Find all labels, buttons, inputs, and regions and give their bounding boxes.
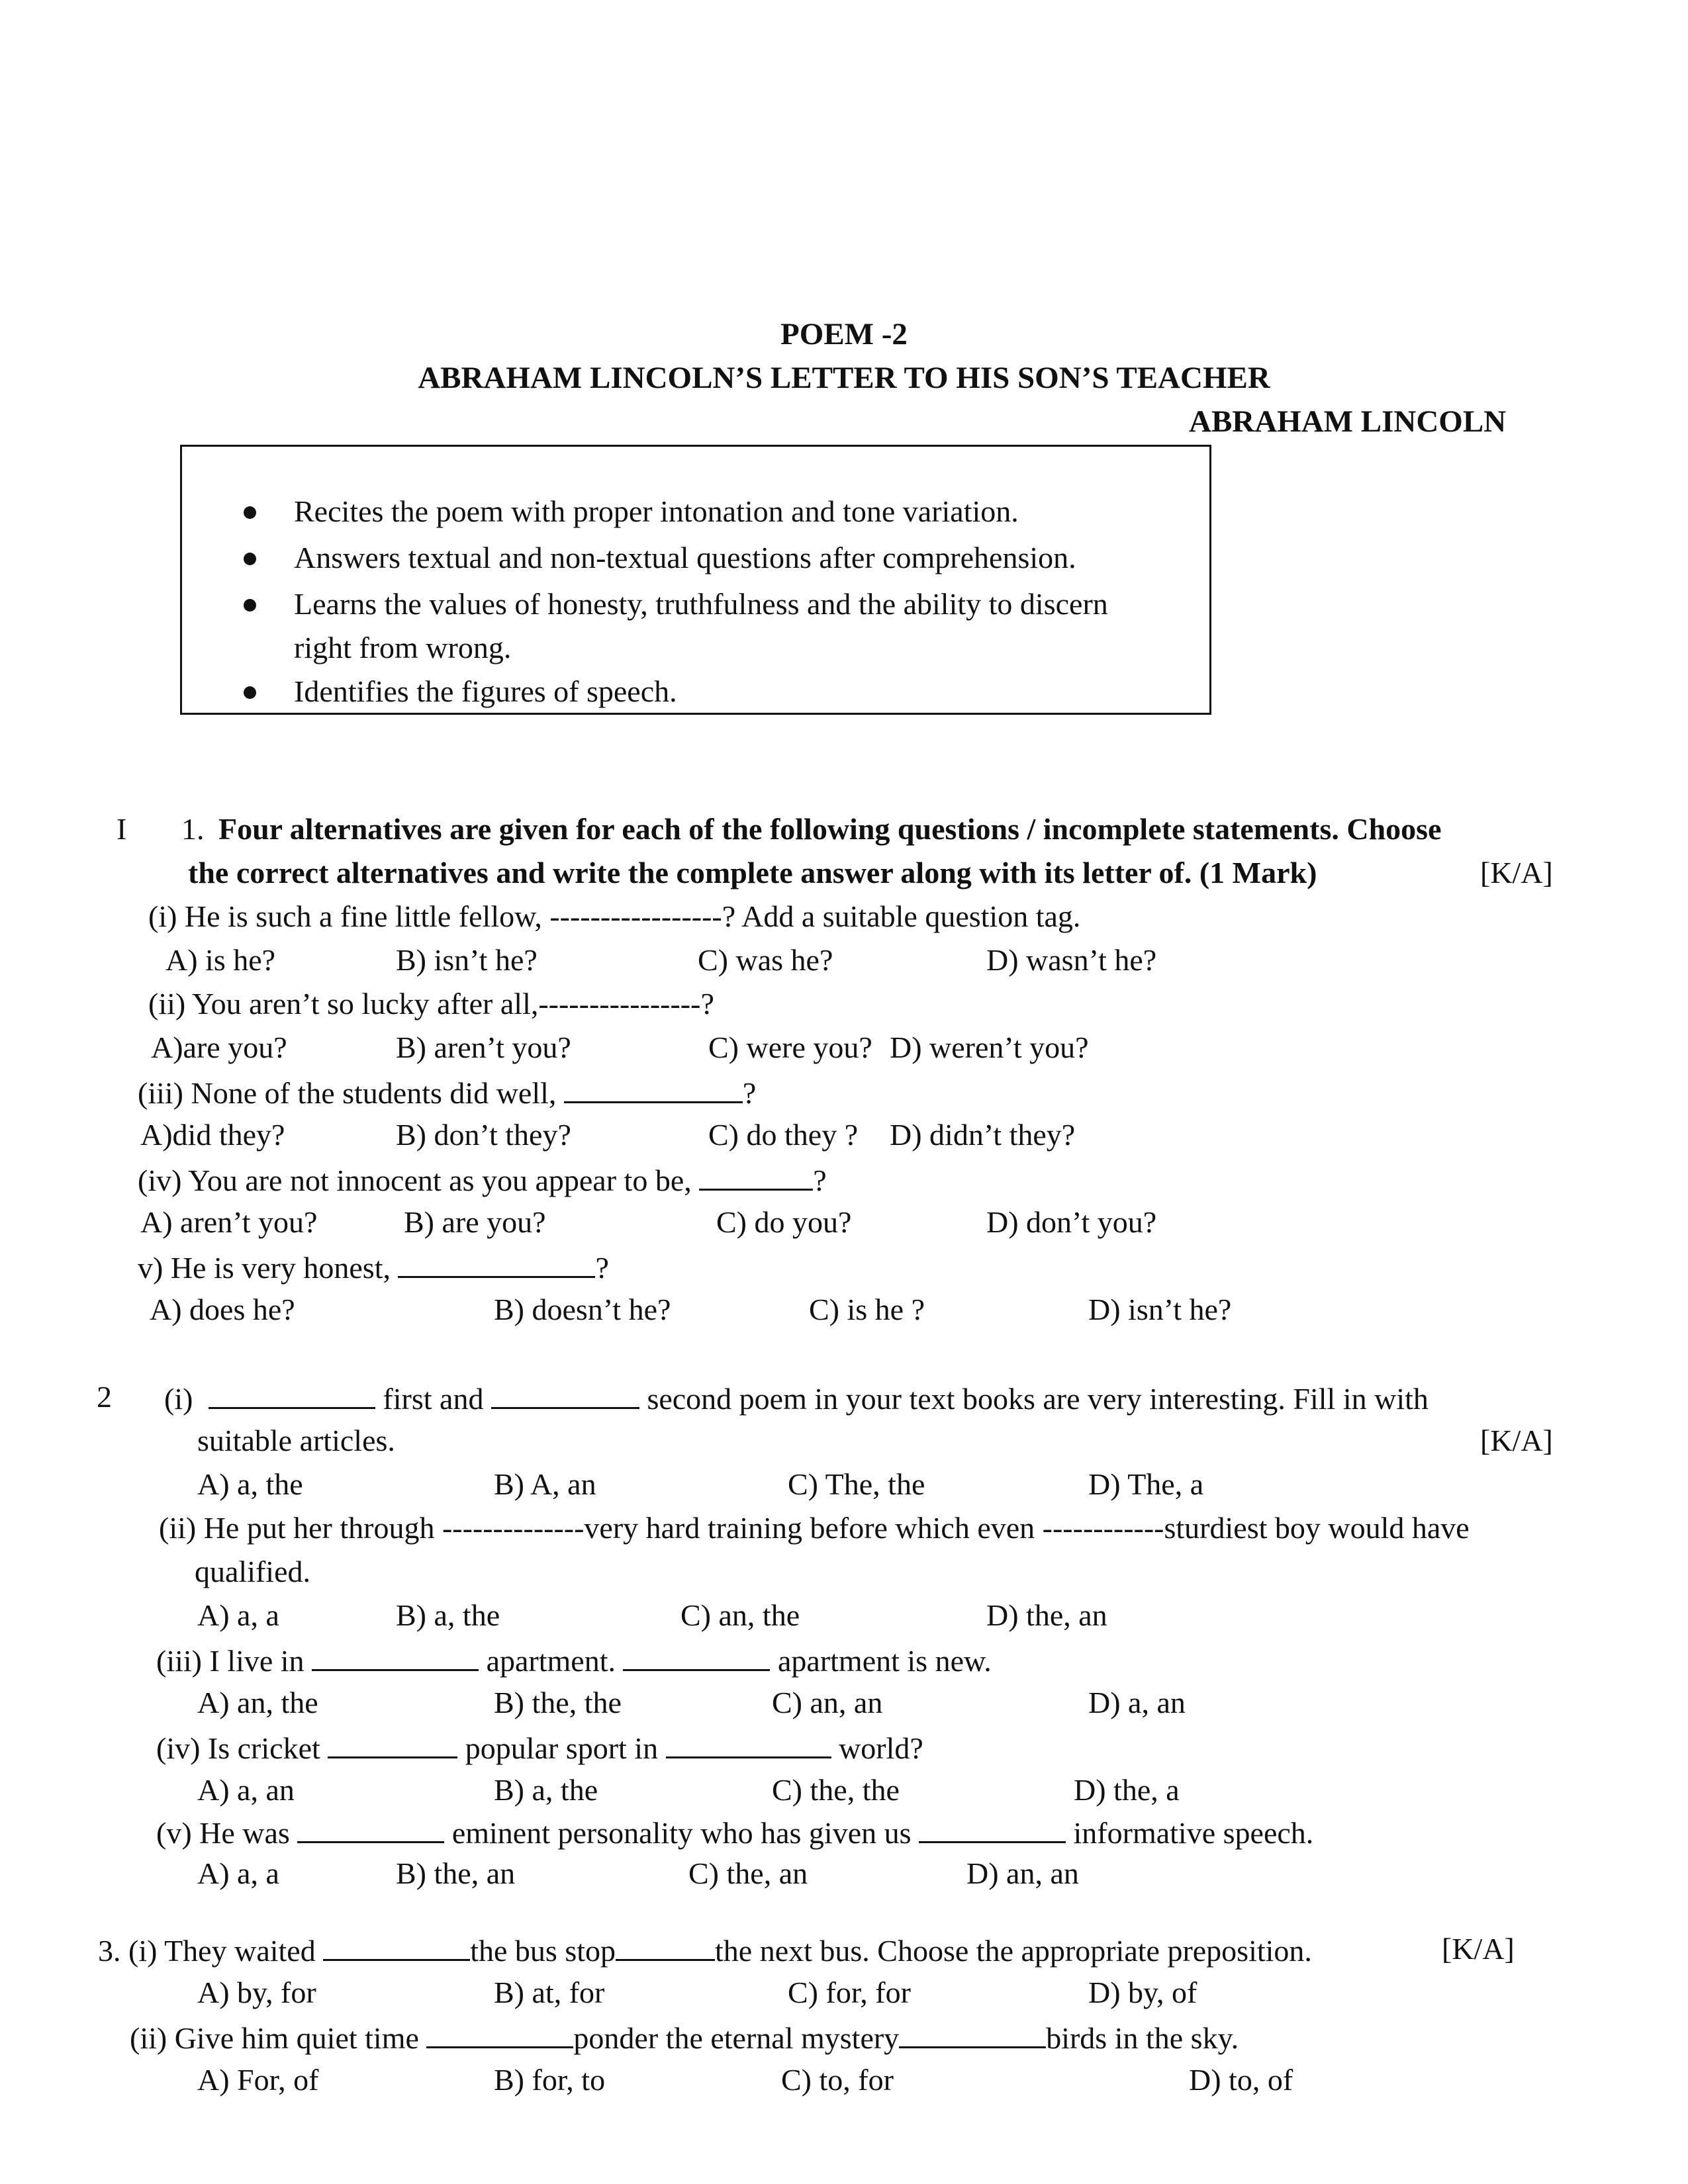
answer-blank: [666, 1731, 831, 1758]
option-a: A) aren’t you?: [140, 1205, 318, 1239]
option-d: D) to, of: [1189, 2063, 1293, 2097]
option-a: A) is he?: [165, 943, 276, 977]
option-c: C) was he?: [698, 943, 833, 977]
option-a: A) an, the: [197, 1686, 318, 1719]
objective-item: Recites the poem with proper intonation and tone variation.: [294, 494, 1019, 528]
answer-blank: [899, 2021, 1046, 2048]
option-d: D) wasn’t he?: [986, 943, 1157, 977]
question-text: (v) He was eminent personality who has given us informative speech.: [156, 1816, 1314, 1850]
option-a: A)did they?: [140, 1118, 285, 1152]
question-text: v) He is very honest, ?: [138, 1251, 609, 1285]
answer-blank: [426, 2021, 573, 2048]
poem-number: POEM -2: [780, 317, 908, 351]
skill-tag: [K/A]: [1480, 856, 1553, 889]
option-a: A) a, an: [197, 1773, 295, 1807]
bullet-icon: [244, 553, 256, 565]
option-b: B) the, an: [396, 1856, 516, 1890]
option-c: C) an, an: [772, 1686, 883, 1719]
answer-blank: [312, 1644, 479, 1671]
question-text-continued: qualified.: [195, 1555, 310, 1588]
option-a: A) a, the: [197, 1467, 303, 1501]
answer-blank: [919, 1816, 1066, 1843]
option-c: C) is he ?: [809, 1293, 925, 1326]
bullet-icon: [244, 506, 256, 519]
option-c: C) do you?: [716, 1205, 852, 1239]
question-text-continued: suitable articles.: [197, 1424, 395, 1457]
option-c: C) the, an: [688, 1856, 808, 1890]
option-c: C) for, for: [788, 1976, 911, 2009]
question-number: 2: [97, 1380, 112, 1414]
answer-blank: [564, 1076, 743, 1103]
question-text: 3. (i) They waited the bus stop the next bus. Choose the appropriate preposition.: [98, 1934, 1312, 1968]
option-d: D) an, an: [966, 1856, 1079, 1890]
answer-blank: [699, 1163, 813, 1191]
option-c: C) an, the: [680, 1598, 800, 1632]
objective-item: Answers textual and non-textual questions after comprehension.: [294, 541, 1076, 574]
objective-item: Learns the values of honesty, truthfulness and the ability to discern: [294, 587, 1108, 621]
skill-tag: [K/A]: [1442, 1932, 1515, 1966]
option-d: D) the, a: [1074, 1773, 1180, 1807]
option-b: B) the, the: [494, 1686, 622, 1719]
question-text: (i) first and second poem in your text books are very interesting. Fill in with: [164, 1382, 1429, 1416]
question-text: (iv) Is cricket popular sport in world?: [156, 1731, 923, 1765]
option-b: B) a, the: [494, 1773, 598, 1807]
option-a: A) For, of: [197, 2063, 319, 2097]
option-c: C) the, the: [772, 1773, 900, 1807]
question-text: (ii) Give him quiet time ponder the eternal mystery birds in the sky.: [130, 2021, 1239, 2055]
answer-blank: [491, 1382, 639, 1409]
option-b: B) are you?: [404, 1205, 546, 1239]
option-c: C) were you?: [708, 1030, 872, 1064]
option-b: B) at, for: [494, 1976, 605, 2009]
instruction-line: Four alternatives are given for each of the following questions / incomplete statements. Choose: [218, 812, 1442, 846]
option-d: D) didn’t they?: [890, 1118, 1076, 1152]
option-b: B) A, an: [494, 1467, 596, 1501]
question-text: (iii) None of the students did well, ?: [138, 1076, 757, 1110]
objective-item: Identifies the figures of speech.: [294, 674, 677, 708]
option-a: A)are you?: [151, 1030, 287, 1064]
answer-blank: [209, 1382, 375, 1409]
option-c: C) to, for: [781, 2063, 894, 2097]
option-c: C) The, the: [788, 1467, 925, 1501]
answer-blank: [398, 1251, 595, 1278]
option-b: B) isn’t he?: [396, 943, 538, 977]
option-d: D) the, an: [986, 1598, 1107, 1632]
section-roman-numeral: I: [117, 812, 127, 846]
option-d: D) isn’t he?: [1088, 1293, 1232, 1326]
answer-blank: [623, 1644, 770, 1671]
bullet-icon: [244, 686, 256, 699]
option-a: A) does he?: [150, 1293, 295, 1326]
poem-title: ABRAHAM LINCOLN’S LETTER TO HIS SON’S TEACHER: [418, 361, 1270, 395]
instruction-line: the correct alternatives and write the complete answer along with its letter of. (1 Mark): [188, 856, 1317, 889]
answer-blank: [297, 1816, 444, 1843]
option-a: A) a, a: [197, 1856, 279, 1890]
option-d: D) weren’t you?: [890, 1030, 1089, 1064]
option-b: B) for, to: [494, 2063, 606, 2097]
question-text: (i) He is such a fine little fellow, -----------------? Add a suitable question tag.: [148, 899, 1081, 933]
option-a: A) by, for: [197, 1976, 316, 2009]
question-text: (ii) He put her through --------------very hard training before which even ------------sturdiest boy would have: [159, 1511, 1470, 1545]
objective-item-continued: right from wrong.: [294, 631, 512, 664]
skill-tag: [K/A]: [1480, 1424, 1553, 1457]
question-number: 1.: [181, 812, 205, 846]
question-text: (ii) You aren’t so lucky after all,----------------?: [148, 987, 714, 1021]
poem-author: ABRAHAM LINCOLN: [1189, 404, 1507, 439]
option-b: B) aren’t you?: [396, 1030, 571, 1064]
option-b: B) doesn’t he?: [494, 1293, 671, 1326]
option-d: D) by, of: [1088, 1976, 1197, 2009]
option-b: B) don’t they?: [396, 1118, 571, 1152]
option-b: B) a, the: [396, 1598, 500, 1632]
bullet-icon: [244, 599, 256, 612]
option-d: D) don’t you?: [986, 1205, 1157, 1239]
option-d: D) a, an: [1088, 1686, 1186, 1719]
answer-blank: [323, 1934, 470, 1961]
option-c: C) do they ?: [708, 1118, 859, 1152]
answer-blank: [328, 1731, 457, 1758]
option-a: A) a, a: [197, 1598, 279, 1632]
question-text: (iv) You are not innocent as you appear to be, ?: [138, 1163, 827, 1197]
answer-blank: [616, 1934, 715, 1961]
question-text: (iii) I live in apartment. apartment is new.: [156, 1644, 992, 1678]
option-d: D) The, a: [1088, 1467, 1204, 1501]
